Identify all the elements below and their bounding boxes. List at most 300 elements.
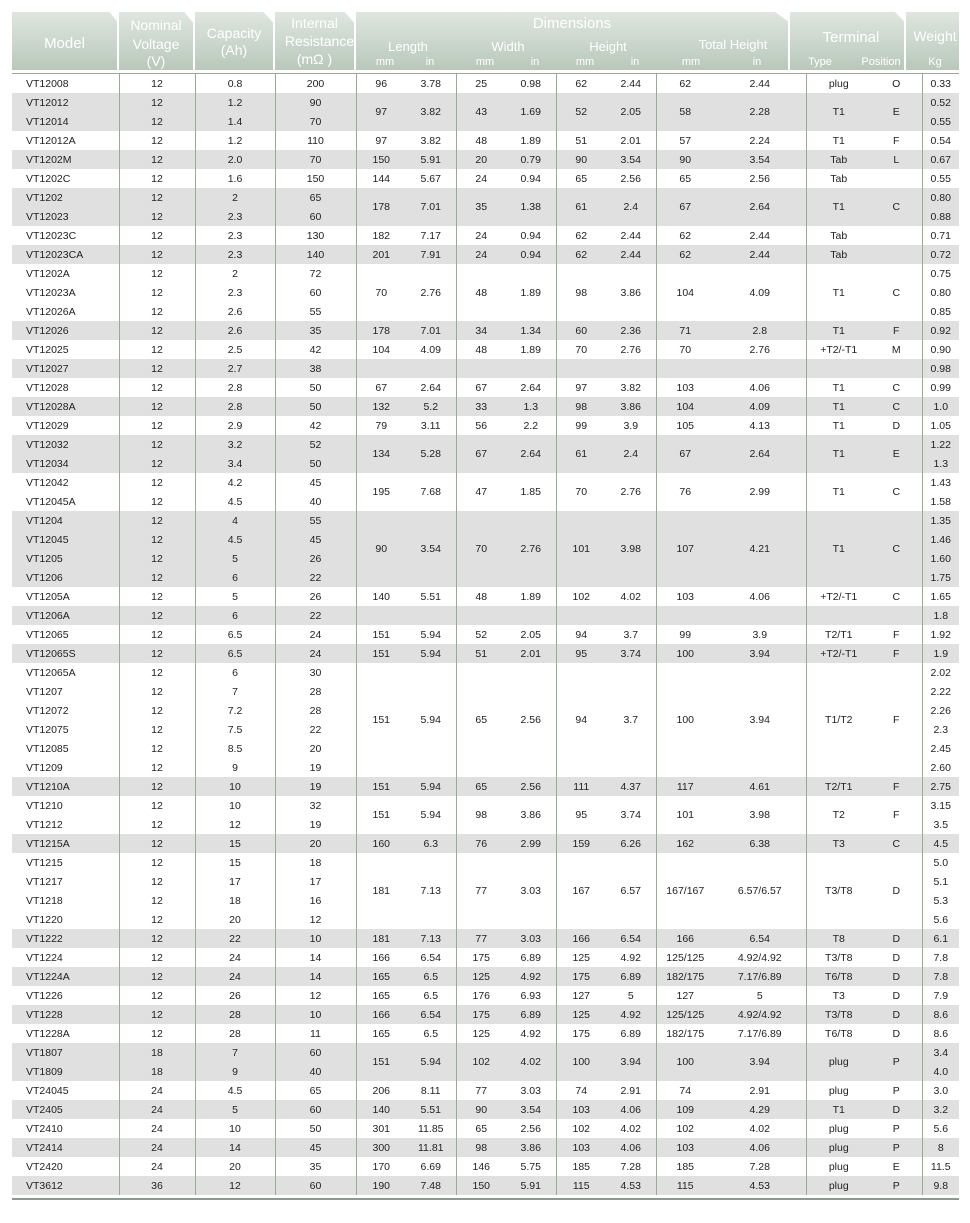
total-height-mm-cell: 100 [656,1043,714,1081]
voltage-cell: 12 [119,948,195,967]
terminal-type-cell: T2 [806,796,871,834]
height-mm-cell: 100 [556,1043,606,1081]
header-voltage-line2: Voltage [132,36,180,52]
battery-spec-table [12,74,959,1195]
terminal-position-cell [871,226,922,245]
total-height-in-cell: 2.8 [714,321,806,340]
height-in-cell: 3.74 [620,809,641,821]
width-mm-cell: 48 [456,587,506,606]
voltage-cell: 24 [119,1100,195,1119]
width-mm-cell: 146 [456,1157,506,1176]
length-in-cell: 5.67 [420,172,441,185]
length-in-cell: 7.91 [406,245,456,264]
table-row [12,1005,959,1024]
terminal-position-cell [871,245,922,264]
height-mm-cell: 159 [556,834,606,853]
height-in-cell: 2.76 [620,343,641,356]
height-mm-cell: 175 [556,967,606,986]
weight-cell: 2.3 [922,720,959,739]
terminal-position-cell: C [871,511,922,587]
terminal-type-cell: T1 [806,378,871,397]
length-mm-cell: 104 [356,340,406,359]
length-in-cell: 5.94 [420,809,441,821]
model-cell: VT12012A [26,134,76,147]
model-cell: VT1215 [26,856,63,869]
height-mm-cell: 111 [556,777,606,796]
width-mm-cell: 48 [456,264,506,321]
width-in-cell: 0.94 [520,229,541,242]
weight-cell: 0.55 [922,169,959,188]
width-mm-cell: 52 [456,625,506,644]
terminal-position-cell: F [893,134,900,147]
terminal-position-cell: E [871,93,922,131]
voltage-cell: 12 [119,682,195,701]
voltage-cell: 12 [119,340,195,359]
model-cell: VT12026 [12,321,119,340]
terminal-position-label: Position [861,56,901,68]
resistance-cell: 45 [275,530,356,549]
resistance-cell: 26 [275,549,356,568]
capacity-cell: 24 [195,967,275,986]
voltage-cell: 12 [119,967,195,986]
capacity-cell: 20 [195,910,275,929]
height-mm-cell: 175 [556,1024,606,1043]
terminal-position-cell: F [893,809,900,821]
terminal-type-cell: T3 [806,834,871,853]
table-row [12,587,959,606]
total-height-in-cell: 2.99 [749,486,770,498]
model-cell: VT12072 [26,704,69,717]
capacity-cell: 1.2 [195,93,275,112]
capacity-cell: 14 [195,1138,275,1157]
capacity-cell: 18 [195,891,275,910]
weight-cell: 1.92 [922,625,959,644]
length-in-cell: 3.82 [406,93,456,131]
weight-cell: 7.9 [922,986,959,1005]
height-in-cell: 4.02 [620,1122,641,1135]
table-row [12,74,959,93]
voltage-cell: 12 [119,929,195,948]
width-mm-cell: 65 [456,1119,506,1138]
terminal-position-cell [871,169,922,188]
terminal-position-cell: P [892,1084,900,1097]
resistance-cell: 11 [275,1024,356,1043]
length-in-cell: 6.5 [423,1027,439,1040]
length-in-cell: 6.5 [406,967,456,986]
length-mm-cell: 178 [356,321,406,340]
weight-cell: 0.85 [922,302,959,321]
capacity-cell: 5 [195,1100,275,1119]
terminal-position-cell: D [892,951,901,964]
terminal-position-cell: D [892,885,901,897]
height-in-cell: 2.4 [606,188,656,226]
length-in-cell: 8.11 [420,1084,441,1097]
width-mm-cell: 176 [456,986,506,1005]
voltage-cell: 12 [119,207,195,226]
capacity-cell: 2.3 [195,226,275,245]
terminal-type-cell: T1 [806,131,871,150]
voltage-cell: 12 [119,815,195,834]
total-height-mm-cell: 105 [656,416,714,435]
model-cell: VT12023 [12,207,119,226]
model-cell: VT1202A [26,267,70,280]
model-cell: VT1222 [12,929,119,948]
width-mm-cell: 65 [456,777,506,796]
resistance-cell: 70 [275,112,356,131]
length-mm-cell [356,606,406,625]
total-height-mm-cell: 76 [656,473,714,511]
length-mm-cell: 97 [356,131,406,150]
height-mm-cell: 185 [556,1157,606,1176]
terminal-position-cell: D [871,1005,922,1024]
model-cell: VT1220 [26,913,63,926]
terminal-type-cell: plug [806,1138,871,1157]
terminal-type-cell: T2/T1 [806,777,871,796]
resistance-cell: 20 [275,834,356,853]
height-in-cell: 2.44 [620,77,641,90]
table-body [12,74,959,1195]
header-resistance-line1: Internal [291,15,338,31]
capacity-cell: 2.7 [195,359,275,378]
weight-cell: 3.4 [922,1043,959,1062]
table-row [12,606,959,625]
length-in-cell: 5.94 [406,1043,456,1081]
width-mm-cell [456,359,506,378]
resistance-cell: 130 [275,226,356,245]
length-mm-cell: 140 [356,587,406,606]
weight-cell: 1.0 [922,397,959,416]
voltage-cell: 24 [119,1157,195,1176]
table-row [12,796,959,815]
capacity-cell: 6 [195,663,275,682]
width-in-cell: 3.86 [520,809,541,821]
model-cell: VT24045 [26,1084,69,1097]
model-cell: VT1210 [26,799,63,812]
terminal-type-cell: T1/T2 [806,663,871,777]
length-mm-cell: 160 [356,834,406,853]
terminal-type-cell: Tab [806,245,871,264]
total-height-mm-cell: 167/167 [656,853,714,929]
total-height-mm-cell: 104 [656,264,714,321]
width-mm-cell: 98 [456,1138,506,1157]
length-in-cell: 7.17 [420,229,441,242]
total-height-in-cell: 4.13 [749,419,770,432]
total-height-in-cell: 3.98 [749,809,770,821]
total-height-in-cell: 4.92/4.92 [714,1005,806,1024]
height-mm-cell: 127 [556,986,606,1005]
terminal-type-cell: +T2/-T1 [806,644,871,663]
terminal-position-cell: D [892,1027,901,1040]
height-unit-in: in [630,56,640,68]
capacity-cell: 4.5 [195,492,275,511]
width-in-cell: 6.93 [520,989,541,1002]
terminal-type-cell: plug [806,1043,871,1081]
terminal-position-cell: F [893,628,900,641]
header-capacity-line2: (Ah) [220,42,248,58]
model-cell: VT2414 [12,1138,119,1157]
voltage-cell: 12 [119,663,195,682]
length-in-cell: 6.3 [406,834,456,853]
table-row [12,1119,959,1138]
total-height-mm-cell: 185 [656,1157,714,1176]
height-in-cell: 4.92 [606,1005,656,1024]
width-mm-cell: 20 [456,150,506,169]
total-height-mm-cell: 162 [656,834,714,853]
weight-cell: 1.75 [922,568,959,587]
header-dimensions: Dimensions [532,15,612,32]
total-height-mm-cell [656,606,714,625]
height-in-cell: 2.76 [620,486,641,498]
model-cell: VT12014 [12,112,119,131]
weight-cell: 8 [922,1138,959,1157]
model-cell: VT12065S [12,644,119,663]
total-height-in-cell: 4.02 [749,1122,770,1135]
model-cell: VT12023A [26,286,76,299]
table-row [12,359,959,378]
table-row [12,929,959,948]
width-mm-cell: 25 [456,74,506,93]
height-in-cell: 2.4 [606,435,656,473]
voltage-cell: 12 [119,435,195,454]
height-mm-cell: 101 [556,511,606,587]
total-height-mm-cell: 115 [656,1176,714,1195]
height-mm-cell: 103 [556,1138,606,1157]
model-cell: VT1205A [26,590,70,603]
width-in-cell: 2.99 [506,834,556,853]
voltage-cell: 12 [119,758,195,777]
length-mm-cell: 170 [356,1157,406,1176]
total-height-in-cell [714,606,806,625]
capacity-cell: 28 [195,1005,275,1024]
total-height-mm-cell: 67 [656,188,714,226]
length-mm-cell: 67 [356,378,406,397]
length-mm-cell: 165 [356,1024,406,1043]
weight-cell: 5.6 [922,1119,959,1138]
voltage-cell: 18 [119,1062,195,1081]
weight-cell: 0.71 [922,226,959,245]
voltage-cell: 18 [119,1043,195,1062]
height-in-cell: 4.53 [606,1176,656,1195]
capacity-cell: 4.2 [195,473,275,492]
terminal-type-cell: T1 [806,435,871,473]
height-mm-cell: 102 [556,1119,606,1138]
capacity-cell: 9 [195,758,275,777]
total-height-in-cell: 2.44 [749,77,770,90]
terminal-position-cell: C [871,397,922,416]
total-height-in-cell: 3.54 [714,150,806,169]
height-in-cell: 4.02 [620,590,641,603]
terminal-position-cell: D [892,419,901,432]
resistance-cell: 35 [275,1157,356,1176]
height-mm-cell: 95 [556,644,606,663]
weight-cell: 0.88 [922,207,959,226]
terminal-type-cell: T6/T8 [806,1024,871,1043]
capacity-cell: 6 [195,606,275,625]
header-voltage-line1: Nominal [130,17,182,33]
total-height-mm-cell: 182/175 [656,1024,714,1043]
total-height-mm-cell: 100 [656,663,714,777]
weight-cell: 0.55 [922,112,959,131]
length-in-cell: 4.09 [420,343,441,356]
width-in-cell: 5.75 [520,1160,541,1173]
terminal-type-cell: T1 [806,93,871,131]
length-mm-cell: 144 [356,169,406,188]
length-mm-cell: 165 [356,967,406,986]
resistance-cell: 38 [275,359,356,378]
model-cell: VT12028A [12,397,119,416]
weight-cell: 2.45 [922,739,959,758]
capacity-cell: 15 [195,853,275,872]
total-height-in-cell: 2.64 [714,435,806,473]
capacity-cell: 22 [195,929,275,948]
height-in-cell: 3.7 [623,628,639,641]
length-in-cell: 5.94 [420,628,441,641]
weight-cell: 6.1 [922,929,959,948]
model-cell: VT2420 [26,1160,63,1173]
height-in-cell: 3.54 [606,150,656,169]
model-cell: VT12026A [26,305,76,318]
width-in-cell: 1.69 [506,93,556,131]
model-cell: VT2410 [26,1122,63,1135]
height-mm-cell: 62 [556,226,606,245]
width-unit-mm: mm [475,56,495,68]
capacity-cell: 5 [195,549,275,568]
width-in-cell: 2.56 [506,777,556,796]
terminal-position-cell: E [892,1160,900,1173]
weight-cell: 0.54 [922,131,959,150]
width-in-cell: 0.94 [520,172,541,185]
width-in-cell: 2.05 [520,628,541,641]
height-mm-cell: 52 [556,93,606,131]
total-height-mm-cell: 62 [656,74,714,93]
length-in-cell: 3.82 [420,134,441,147]
resistance-cell: 32 [275,796,356,815]
height-in-cell: 7.28 [620,1160,641,1173]
model-cell: VT1809 [12,1062,119,1081]
model-cell: VT1807 [12,1043,119,1062]
resistance-cell: 17 [275,872,356,891]
weight-cell: 0.67 [922,150,959,169]
header-terminal: Terminal [822,29,880,46]
height-mm-cell: 95 [556,796,606,834]
length-unit-mm: mm [375,56,395,68]
height-mm-cell: 74 [556,1081,606,1100]
capacity-cell: 2.3 [195,283,275,302]
length-mm-cell: 301 [356,1119,406,1138]
model-cell: VT1204 [12,511,119,530]
width-in-cell: 4.02 [506,1043,556,1081]
terminal-type-cell: plug [806,1119,871,1138]
height-mm-cell: 115 [556,1176,606,1195]
resistance-cell: 18 [275,853,356,872]
capacity-cell: 5 [195,587,275,606]
terminal-position-cell: P [871,1043,922,1081]
model-cell: VT12023C [26,229,77,242]
voltage-cell: 12 [119,853,195,872]
terminal-type-cell: T1 [806,321,871,340]
width-mm-cell: 175 [456,948,506,967]
voltage-cell: 12 [119,511,195,530]
width-in-cell: 2.64 [506,435,556,473]
terminal-type-cell [806,606,871,625]
length-in-cell: 5.51 [406,1100,456,1119]
terminal-type-cell: plug [806,1081,871,1100]
length-mm-cell: 151 [356,777,406,796]
length-in-cell: 7.13 [406,929,456,948]
voltage-cell: 12 [119,1024,195,1043]
resistance-cell: 50 [275,454,356,473]
table-row [12,188,959,207]
capacity-cell: 10 [195,777,275,796]
total-height-mm-cell: 70 [656,340,714,359]
capacity-cell: 7.2 [195,701,275,720]
model-cell: VT1228 [12,1005,119,1024]
length-mm-cell [356,359,406,378]
table-row [12,397,959,416]
capacity-cell: 6 [195,568,275,587]
height-mm-cell: 103 [556,1100,606,1119]
resistance-cell: 30 [275,663,356,682]
resistance-cell: 12 [275,910,356,929]
height-in-cell [606,606,656,625]
total-height-in-cell: 2.24 [749,134,770,147]
total-height-in-cell: 3.94 [714,644,806,663]
height-mm-cell: 61 [556,435,606,473]
terminal-position-cell: C [871,834,922,853]
length-mm-cell: 134 [356,435,406,473]
length-in-cell: 5.51 [420,590,441,603]
voltage-cell: 12 [119,777,195,796]
voltage-cell: 12 [119,625,195,644]
voltage-cell: 12 [119,872,195,891]
terminal-type-cell: plug [806,1157,871,1176]
width-mm-cell: 67 [456,435,506,473]
height-in-cell: 3.9 [623,419,639,432]
resistance-cell: 52 [275,435,356,454]
height-in-cell: 4.06 [606,1138,656,1157]
terminal-position-cell [871,359,922,378]
terminal-position-cell: C [892,286,901,299]
terminal-position-cell: E [871,435,922,473]
terminal-type-cell: T8 [806,929,871,948]
capacity-cell: 6.5 [195,644,275,663]
voltage-cell: 12 [119,302,195,321]
resistance-cell: 50 [275,378,356,397]
terminal-position-cell: F [871,644,922,663]
height-in-cell: 6.26 [606,834,656,853]
terminal-position-cell: P [892,1122,900,1135]
table-row [12,1157,959,1176]
height-mm-cell: 94 [556,625,606,644]
total-height-in-cell: 4.21 [714,511,806,587]
width-in-cell: 1.34 [506,321,556,340]
terminal-type-cell: T3 [806,986,871,1005]
table-row [12,625,959,644]
total-height-unit-mm: mm [681,56,701,68]
weight-cell: 1.9 [922,644,959,663]
total-height-mm-cell: 182/175 [656,967,714,986]
capacity-cell: 10 [195,796,275,815]
width-in-cell [506,359,556,378]
length-in-cell: 7.01 [406,188,456,226]
resistance-cell: 26 [275,587,356,606]
length-mm-cell: 166 [356,948,406,967]
capacity-cell: 7.5 [195,720,275,739]
terminal-position-cell: C [892,590,901,603]
voltage-cell: 12 [119,245,195,264]
total-height-in-cell: 4.06 [749,381,770,394]
weight-cell: 0.92 [922,321,959,340]
